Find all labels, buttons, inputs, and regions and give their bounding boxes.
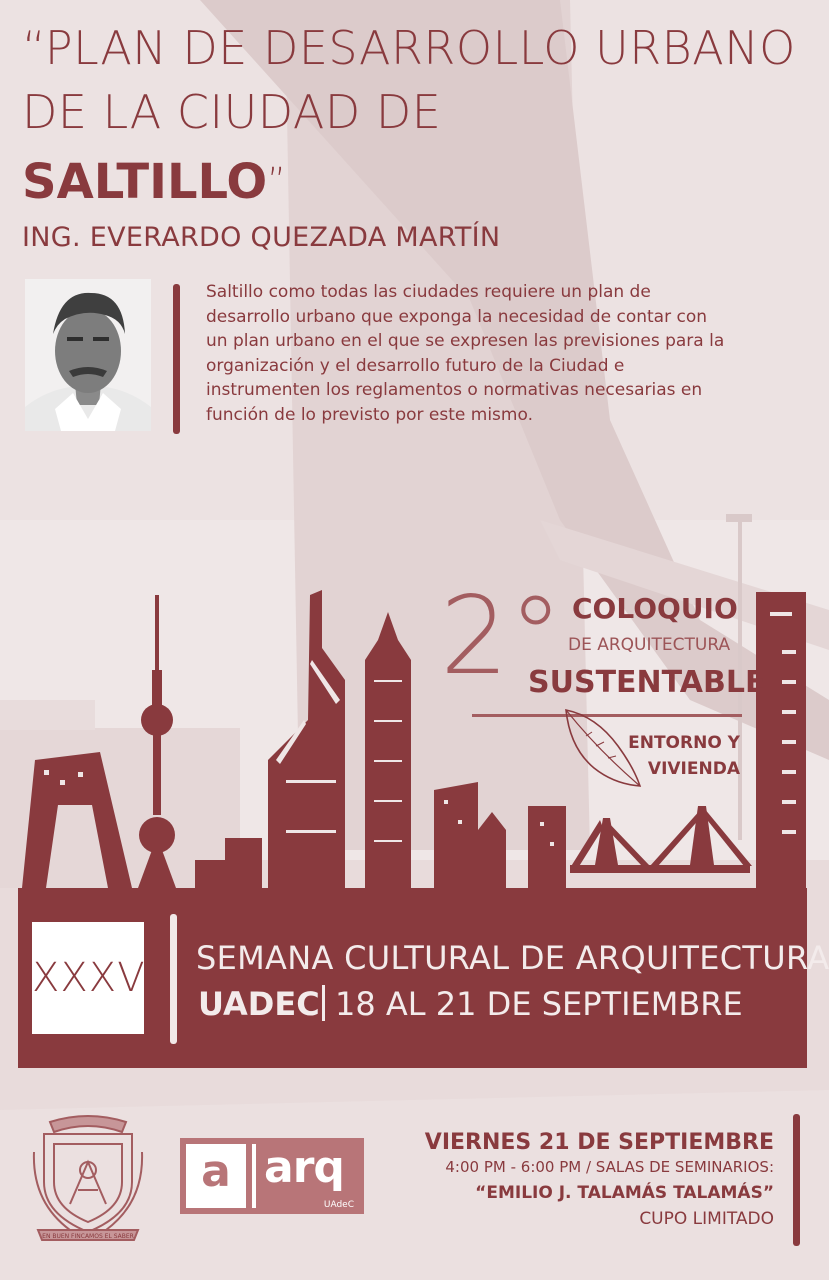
organization-name: UADEC [198,985,320,1023]
university-seal-logo [30,1112,146,1242]
title-city-name: SALTILLO [22,154,268,210]
colloquium-ordinal: 2° [440,574,563,699]
arq-logo-small: UAdeC [323,1200,354,1210]
week-dates: 18 AL 21 DE SEPTIEMBRE [335,985,743,1023]
event-accent-bar [793,1114,800,1246]
event-day: VIERNES 21 DE SEPTIEMBRE [424,1130,774,1155]
event-room: “EMILIO J. TALAMÁS TALAMÁS” [475,1183,774,1203]
week-title: SEMANA CULTURAL DE ARQUITECTURA [196,939,829,977]
colloquium-subtitle: DE ARQUITECTURA [568,635,731,655]
arq-logo-letter: a [201,1146,231,1197]
description-line: instrumenten los reglamentos o normativas necesarias en [206,380,703,400]
description-paragraph [206,280,806,427]
edition-roman-numeral: XXXV [32,955,146,1001]
colloquium-title: COLOQUIO [572,592,738,625]
description-line: Saltillo como todas las ciudades requiere un plan de [206,282,651,302]
description-line: desarrollo urbano que exponga la necesidad de contar con [206,306,708,327]
theme-line-1: ENTORNO Y [628,733,740,753]
banner-accent-bar [170,914,177,1044]
arq-logo [180,1138,364,1214]
photo-portrait [25,279,151,431]
description-line: función de lo previsto por este mismo. [206,404,533,425]
banner-separator [322,985,325,1021]
arq-logo-word: arq [264,1142,344,1193]
colloquium-theme: SUSTENTABLE [528,665,766,700]
event-note: CUPO LIMITADO [639,1209,774,1229]
description-line: organización y el desarrollo futuro de la Ciudad e [206,355,625,376]
speaker-name: ING. EVERARDO QUEZADA MARTÍN [22,222,501,253]
event-time-place: 4:00 PM - 6:00 PM / SALAS DE SEMINARIOS: [445,1158,774,1176]
description-accent-bar [173,284,180,434]
title-line-1: “PLAN DE DESARROLLO URBANO [22,21,796,75]
speaker-photo [25,279,151,431]
title-close-quote: ” [267,161,286,202]
theme-line-2: VIVIENDA [647,759,740,779]
description-line: un plan urbano en el que se expresen las previsiones para la [206,331,725,351]
title-city [22,152,286,212]
title-line-2: DE LA CIUDAD DE [22,85,442,139]
seal-motto: EN BUEN FINCAMOS EL SABER [42,1233,134,1240]
